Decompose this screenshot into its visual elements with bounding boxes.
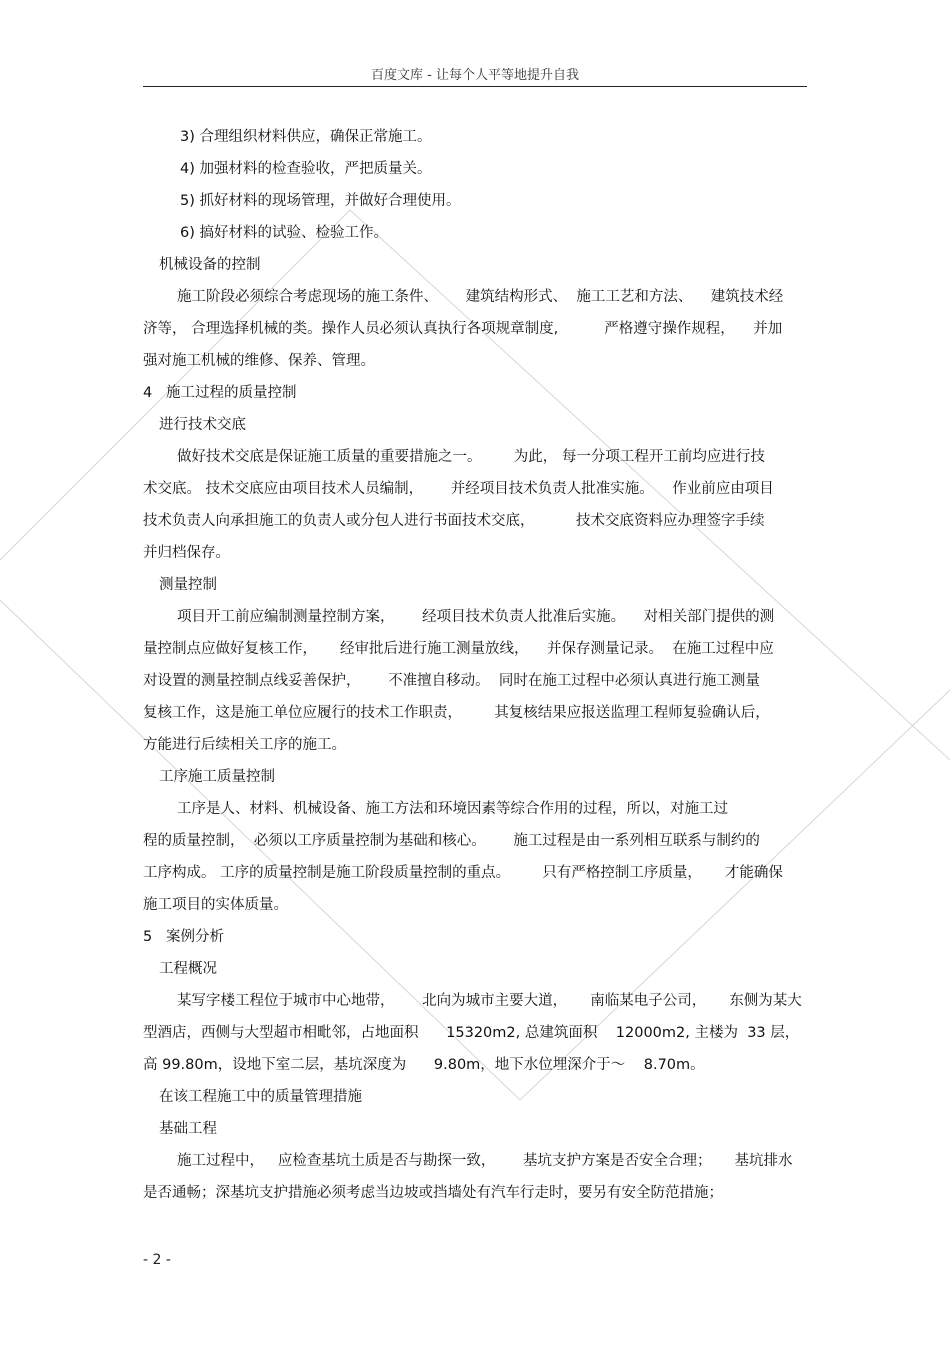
page-header: 百度文库 - 让每个人平等地提升自我 <box>371 68 579 83</box>
paragraph-line: 某写字楼工程位于城市中心地带， 北向为城市主要大道， 南临某电子公司， 东侧为某大 <box>177 993 802 1009</box>
paragraph-line: 做好技术交底是保证施工质量的重要措施之一。 为此， 每一分项工程开工前均应进行技 <box>177 449 765 465</box>
section-heading: 工序施工质量控制 <box>159 769 275 785</box>
paragraph-line: 济等， 合理选择机械的类。操作人员必须认真执行各项规章制度, 严格遵守操作规程， 并加 <box>143 321 783 337</box>
page-number: - 2 - <box>143 1252 171 1268</box>
paragraph-line: 复核工作，这是施工单位应履行的技术工作职责， 其复核结果应报送监理工程师复验确认后， <box>143 705 770 721</box>
paragraph-line: 型酒店，西侧与大型超市相毗邻，占地面积 15320m2, 总建筑面积 12000m2, 主楼为 33 层， <box>143 1025 800 1041</box>
paragraph-line: 对设置的测量控制点线妥善保护， 不准擅自移动。 同时在施工过程中必须认真进行施工测量 <box>143 673 760 689</box>
paragraph-line: 程的质量控制， 必须以工序质量控制为基础和核心。 施工过程是由一系列相互联系与制约的 <box>143 833 760 849</box>
paragraph-line: 量控制点应做好复核工作， 经审批后进行施工测量放线， 并保存测量记录。 在施工过程中应 <box>143 641 774 657</box>
paragraph-line: 施工过程中， 应检查基坑土质是否与勘探一致， 基坑支护方案是否安全合理； 基坑排水 <box>177 1153 793 1169</box>
text-line: 6) 搞好材料的试验、检验工作。 <box>180 225 388 241</box>
paragraph-line: 并归档保存。 <box>143 545 230 561</box>
text-line: 3) 合理组织材料供应，确保正常施工。 <box>180 129 432 145</box>
paragraph-line: 项目开工前应编制测量控制方案， 经项目技术负责人批准后实施。 对相关部门提供的测 <box>177 609 775 625</box>
paragraph-line: 工序构成。 工序的质量控制是施工阶段质量控制的重点。 只有严格控制工序质量， 才能确保 <box>143 865 783 881</box>
paragraph-line: 技术负责人向承担施工的负责人或分包人进行书面技术交底， 技术交底资料应办理签字手续 <box>143 513 765 529</box>
chapter-heading: 4 施工过程的质量控制 <box>143 385 297 401</box>
section-heading: 测量控制 <box>159 577 217 593</box>
section-heading: 机械设备的控制 <box>159 257 261 273</box>
paragraph-line: 工序是人、材料、机械设备、施工方法和环境因素等综合作用的过程，所以，对施工过 <box>177 801 728 817</box>
section-heading: 在该工程施工中的质量管理措施 <box>159 1089 362 1105</box>
section-heading: 基础工程 <box>159 1121 217 1137</box>
paragraph-line: 方能进行后续相关工序的施工。 <box>143 737 346 753</box>
section-heading: 工程概况 <box>159 961 217 977</box>
text-line: 4) 加强材料的检查验收，严把质量关。 <box>180 161 432 177</box>
paragraph-line: 施工阶段必须综合考虑现场的施工条件、 建筑结构形式、 施工工艺和方法、 建筑技术经 <box>177 289 784 305</box>
section-heading: 进行技术交底 <box>159 417 246 433</box>
paragraph-line: 强对施工机械的维修、保养、管理。 <box>143 353 375 369</box>
text-line: 5) 抓好材料的现场管理，并做好合理使用。 <box>180 193 461 209</box>
paragraph-line: 施工项目的实体质量。 <box>143 897 288 913</box>
paragraph-line: 术交底。 技术交底应由项目技术人员编制， 并经项目技术负责人批准实施。 作业前应由项目 <box>143 481 774 497</box>
chapter-heading: 5 案例分析 <box>143 929 225 945</box>
paragraph-line: 是否通畅；深基坑支护措施必须考虑当边坡或挡墙处有汽车行走时，要另有安全防范措施； <box>143 1185 723 1201</box>
header-divider <box>143 86 807 87</box>
paragraph-line: 高 99.80m，设地下室二层，基坑深度为 9.80m，地下水位埋深介于～ 8.70m。 <box>143 1057 705 1073</box>
